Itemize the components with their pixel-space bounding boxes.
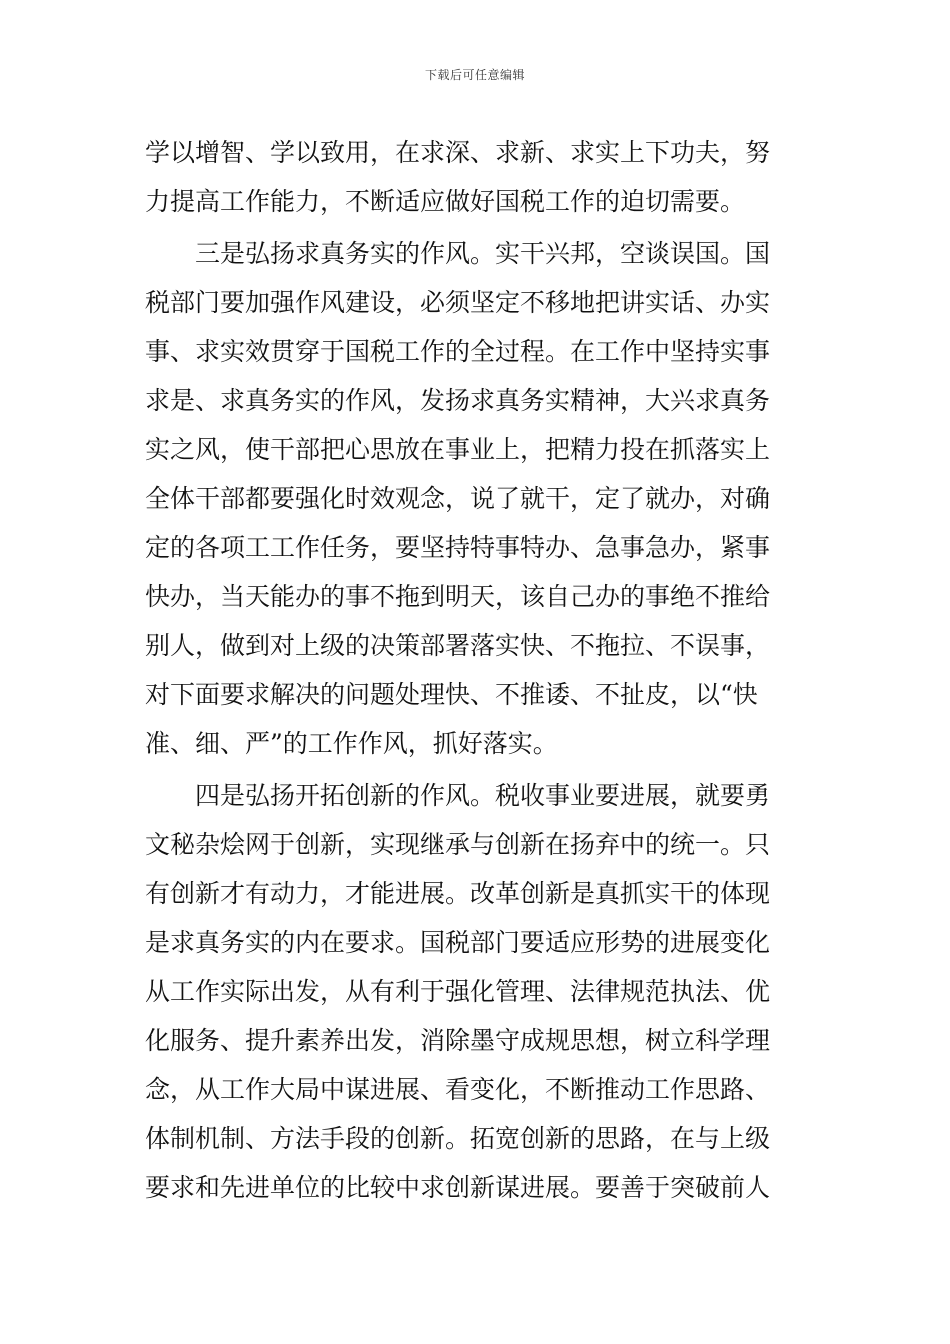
text-line: 快办，当天能办的事不拖到明天，该自己办的事绝不推给	[145, 582, 771, 611]
paragraph-start-line: 三是弘扬求真务实的作风。实干兴邦，空谈误国。国	[195, 239, 771, 268]
text-line: 体制机制、方法手段的创新。拓宽创新的思路，在与上级	[145, 1124, 771, 1153]
text-line: 有创新才有动力，才能进展。改革创新是真抓实干的体现	[145, 879, 771, 908]
text-line: 对下面要求解决的问题处理快、不推诿、不扯皮，以“快	[145, 680, 758, 709]
text-line: 别人，做到对上级的决策部署落实快、不拖拉、不误事，	[145, 631, 771, 660]
paragraph-start-line: 四是弘扬开拓创新的作风。税收事业要进展，就要勇	[195, 781, 771, 810]
text-line: 实之风，使干部把心思放在事业上，把精力投在抓落实上	[145, 435, 771, 464]
text-line: 化服务、提升素养出发，消除墨守成规思想，树立科学理	[145, 1026, 771, 1055]
text-line: 全体干部都要强化时效观念，说了就干，定了就办，对确	[145, 484, 771, 513]
text-line: 税部门要加强作风建设，必须坚定不移地把讲实话、办实	[145, 288, 771, 317]
text-line: 求是、求真务实的作风，发扬求真务实精神，大兴求真务	[145, 386, 771, 415]
document-body	[145, 128, 810, 1212]
text-line: 念，从工作大局中谋进展、看变化，不断推动工作思路、	[145, 1075, 771, 1104]
text-line: 要求和先进单位的比较中求创新谋进展。要善于突破前人	[145, 1173, 771, 1202]
text-line: 定的各项工工作任务，要坚持特事特办、急事急办，紧事	[145, 533, 771, 562]
text-line: 是求真务实的内在要求。国税部门要适应形势的进展变化	[145, 928, 771, 957]
text-line: 事、求实效贯穿于国税工作的全过程。在工作中坚持实事	[145, 337, 771, 366]
text-line: 文秘杂烩网于创新，实现继承与创新在扬弃中的统一。只	[145, 830, 771, 859]
text-line: 学以增智、学以致用，在求深、求新、求实上下功夫，努	[145, 138, 771, 167]
page-header: 下载后可任意编辑	[424, 68, 525, 82]
text-line: 准、细、严”的工作作风，抓好落实。	[145, 729, 558, 758]
text-line: 力提高工作能力，不断适应做好国税工作的迫切需要。	[145, 187, 746, 216]
text-line: 从工作实际出发，从有利于强化管理、法律规范执法、优	[145, 977, 771, 1006]
